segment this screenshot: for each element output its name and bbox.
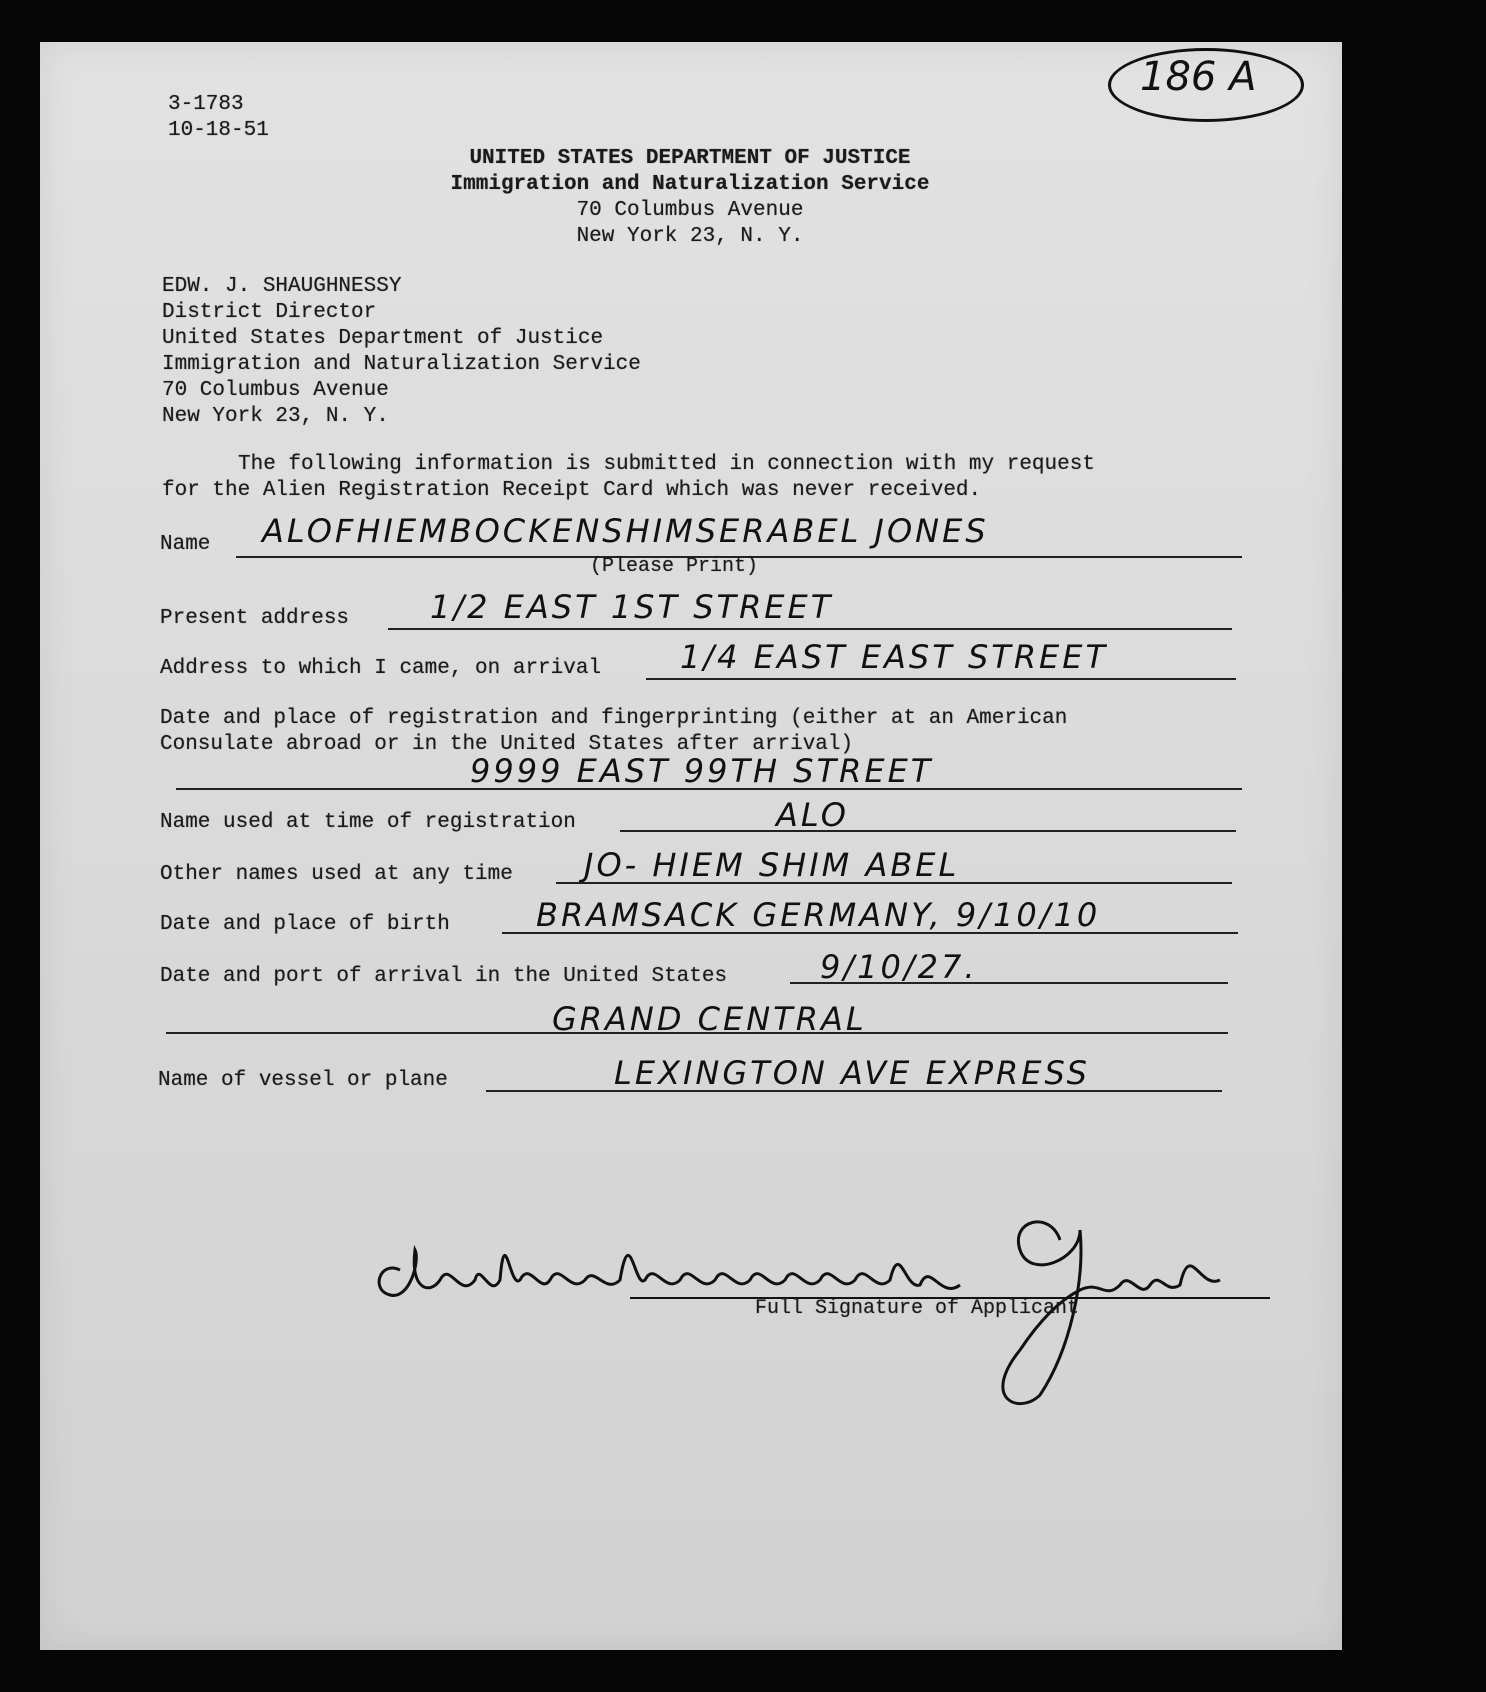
addressee-department: United States Department of Justice — [162, 327, 604, 350]
intro-line-2: for the Alien Registration Receipt Card which was never received. — [162, 479, 982, 502]
addressee-street: 70 Columbus Avenue — [162, 379, 389, 402]
vessel-underline — [486, 1090, 1222, 1092]
file-number: 3-1783 — [168, 93, 244, 116]
present-address-underline — [388, 628, 1232, 630]
birth-underline — [502, 932, 1238, 934]
vessel-label: Name of vessel or plane — [158, 1069, 448, 1092]
arrival-address-underline — [646, 678, 1236, 680]
other-names-label: Other names used at any time — [160, 863, 513, 886]
letterhead-city: New York 23, N. Y. — [576, 225, 804, 248]
name-label: Name — [160, 533, 211, 556]
birth-value: BRAMSACK GERMANY, 9/10/10 — [536, 896, 1101, 934]
addressee-service: Immigration and Naturalization Service — [162, 353, 641, 376]
letterhead-department: UNITED STATES DEPARTMENT OF JUSTICE — [469, 147, 911, 170]
name-at-registration-value: ALO — [776, 796, 849, 834]
present-address-label: Present address — [160, 607, 350, 630]
signature-label: Full Signature of Applicant — [755, 1297, 1080, 1320]
arrival-address-value: 1/4 EAST EAST STREET — [680, 638, 1109, 676]
arrival-value-port: GRAND CENTRAL — [552, 1000, 867, 1038]
arrival-label: Date and port of arrival in the United States — [160, 965, 728, 988]
registration-value: 9999 EAST 99TH STREET — [470, 752, 934, 790]
letterhead-service: Immigration and Naturalization Service — [450, 173, 930, 196]
arrival-port-underline — [166, 1032, 1228, 1034]
registration-underline — [176, 788, 1242, 790]
other-names-underline — [556, 882, 1232, 884]
name-hint: (Please Print) — [590, 555, 759, 578]
addressee-title: District Director — [162, 301, 377, 324]
intro-line-1: The following information is submitted in connection with my request — [238, 453, 1095, 476]
name-at-registration-underline — [620, 830, 1236, 832]
registration-label-line-2: Consulate abroad or in the United States after arrival) — [160, 733, 854, 756]
letterhead-street: 70 Columbus Avenue — [576, 199, 804, 222]
present-address-value: 1/2 EAST 1ST STREET — [430, 588, 834, 626]
name-at-registration-label: Name used at time of registration — [160, 811, 576, 834]
other-names-value: JO- HIEM SHIM ABEL — [584, 846, 960, 884]
addressee-name: EDW. J. SHAUGHNESSY — [162, 275, 402, 298]
addressee-city: New York 23, N. Y. — [162, 405, 389, 428]
registration-label-line-1: Date and place of registration and fingerprinting (either at an American — [160, 707, 1068, 730]
vessel-value: LEXINGTON AVE EXPRESS — [614, 1054, 1090, 1092]
document-date: 10-18-51 — [168, 119, 269, 142]
arrival-value-date: 9/10/27. — [820, 948, 978, 986]
name-value: ALOFHIEMBOCKENSHIMSERABEL JONES — [262, 512, 989, 550]
birth-label: Date and place of birth — [160, 913, 450, 936]
file-stamp-number: 186 A — [1140, 54, 1257, 100]
arrival-address-label: Address to which I came, on arrival — [160, 657, 602, 680]
arrival-date-underline — [790, 982, 1228, 984]
